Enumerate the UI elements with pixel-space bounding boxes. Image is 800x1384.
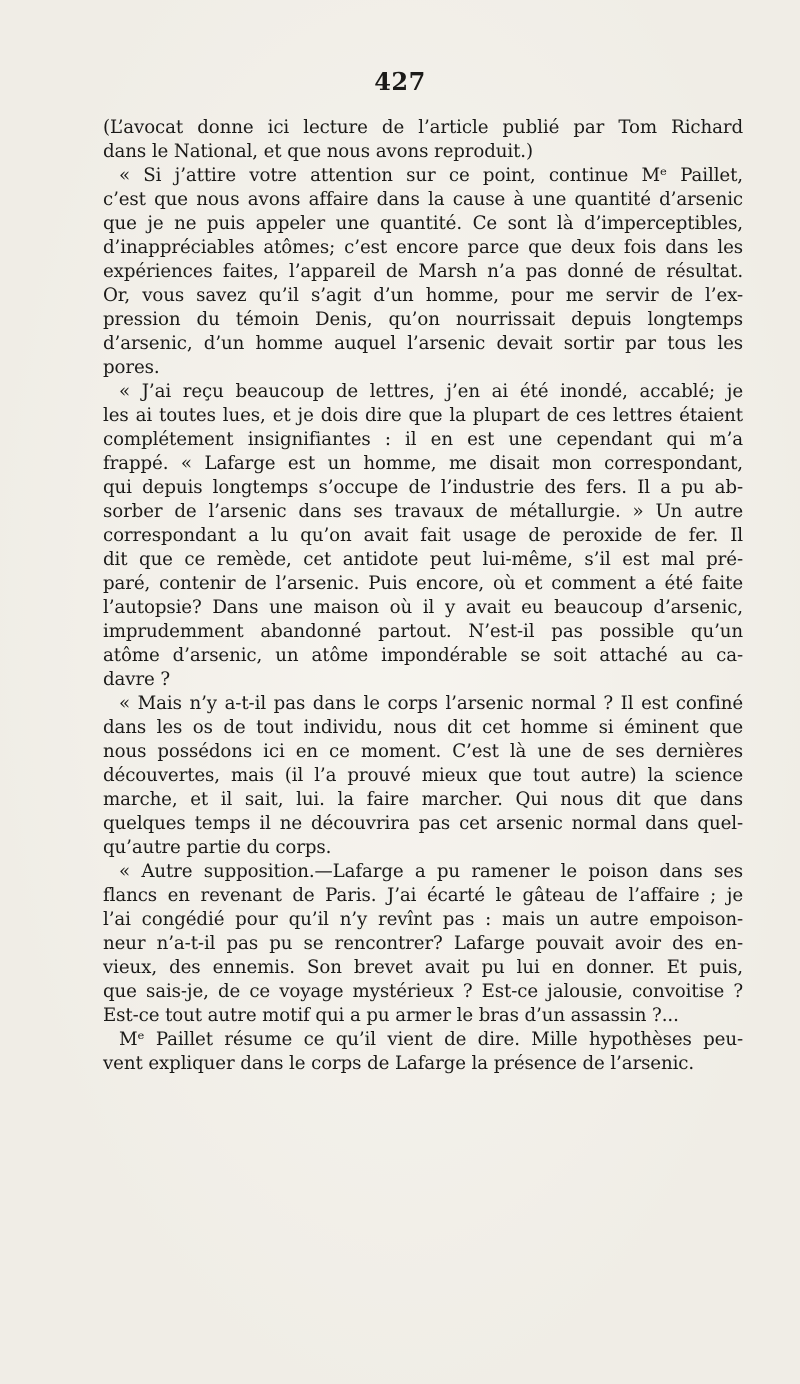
text-line: qui depuis longtemps s’occupe de l’industrie des fers. Il a pu ab- — [103, 477, 743, 498]
text-line: c’est que nous avons affaire dans la cause à une quantité d’arsenic — [103, 189, 743, 210]
text-line: que sais-je, de ce voyage mystérieux ? Est-ce jalousie, convoitise ? — [103, 981, 743, 1002]
text-line: que je ne puis appeler une quantité. Ce sont là d’imperceptibles, — [103, 213, 743, 234]
text-line: d’inappréciables atômes; c’est encore parce que deux fois dans les — [103, 237, 743, 258]
text-line: l’autopsie? Dans une maison où il y avait eu beaucoup d’arsenic, — [103, 597, 743, 618]
text-line: « Si j’attire votre attention sur ce point, continue Mᵉ Paillet, — [119, 165, 743, 186]
text-line: marche, et il sait, lui. la faire marcher. Qui nous dit que dans — [103, 789, 743, 810]
text-line: expériences faites, l’appareil de Marsh n’a pas donné de résultat. — [103, 261, 743, 282]
text-line: vieux, des ennemis. Son brevet avait pu lui en donner. Et puis, — [103, 957, 743, 978]
text-line: Or, vous savez qu’il s’agit d’un homme, pour me servir de l’ex- — [103, 285, 743, 306]
text-line: d’arsenic, d’un homme auquel l’arsenic devait sortir par tous les — [103, 333, 743, 354]
page-number: 427 — [374, 67, 426, 96]
text-line: pores. — [103, 357, 160, 378]
text-line: dans les os de tout individu, nous dit cet homme si éminent que — [103, 717, 743, 738]
text-line: davre ? — [103, 669, 171, 690]
text-line: nous possédons ici en ce moment. C’est là une de ses dernières — [103, 741, 743, 762]
text-line: qu’autre partie du corps. — [103, 837, 332, 858]
text-line: complétement insignifiantes : il en est une cependant qui m’a — [103, 429, 743, 450]
text-line: (L’avocat donne ici lecture de l’article publié par Tom Richard — [103, 117, 743, 138]
text-line: neur n’a-t-il pas pu se rencontrer? Lafarge pouvait avoir des en- — [103, 933, 743, 954]
text-line: quelques temps il ne découvrira pas cet arsenic normal dans quel- — [103, 813, 743, 834]
text-line: l’ai congédié pour qu’il n’y revînt pas : mais un autre empoison- — [103, 909, 743, 930]
text-line: sorber de l’arsenic dans ses travaux de métallurgie. » Un autre — [103, 501, 743, 522]
text-line: Mᵉ Paillet résume ce qu’il vient de dire. Mille hypothèses peu- — [119, 1029, 743, 1050]
text-line: dans le National, et que nous avons reproduit.) — [103, 141, 533, 162]
text-line: frappé. « Lafarge est un homme, me disait mon correspondant, — [103, 453, 743, 474]
text-line: Est-ce tout autre motif qui a pu armer le bras d’un assassin ?... — [103, 1005, 679, 1026]
text-line: correspondant a lu qu’on avait fait usage de peroxide de fer. Il — [103, 525, 743, 546]
text-line: flancs en revenant de Paris. J’ai écarté le gâteau de l’affaire ; je — [103, 885, 743, 906]
text-line: imprudemment abandonné partout. N’est-il pas possible qu’un — [103, 621, 743, 642]
text-line: dit que ce remède, cet antidote peut lui-même, s’il est mal pré- — [103, 549, 743, 570]
text-line: paré, contenir de l’arsenic. Puis encore, où et comment a été faite — [103, 573, 743, 594]
text-line: vent expliquer dans le corps de Lafarge la présence de l’arsenic. — [103, 1053, 695, 1074]
text-line: pression du témoin Denis, qu’on nourrissait depuis longtemps — [103, 309, 743, 330]
text-line: « Mais n’y a-t-il pas dans le corps l’arsenic normal ? Il est confiné — [119, 693, 743, 714]
text-line: les ai toutes lues, et je dois dire que la plupart de ces lettres étaient — [103, 405, 743, 426]
text-line: atôme d’arsenic, un atôme impondérable se soit attaché au ca- — [103, 645, 743, 666]
text-line: « Autre supposition.—Lafarge a pu ramener le poison dans ses — [119, 861, 743, 882]
page-text — [103, 116, 743, 1076]
text-line: « J’ai reçu beaucoup de lettres, j’en ai été inondé, accablé; je — [119, 381, 743, 402]
text-line: découvertes, mais (il l’a prouvé mieux que tout autre) la science — [103, 765, 743, 786]
